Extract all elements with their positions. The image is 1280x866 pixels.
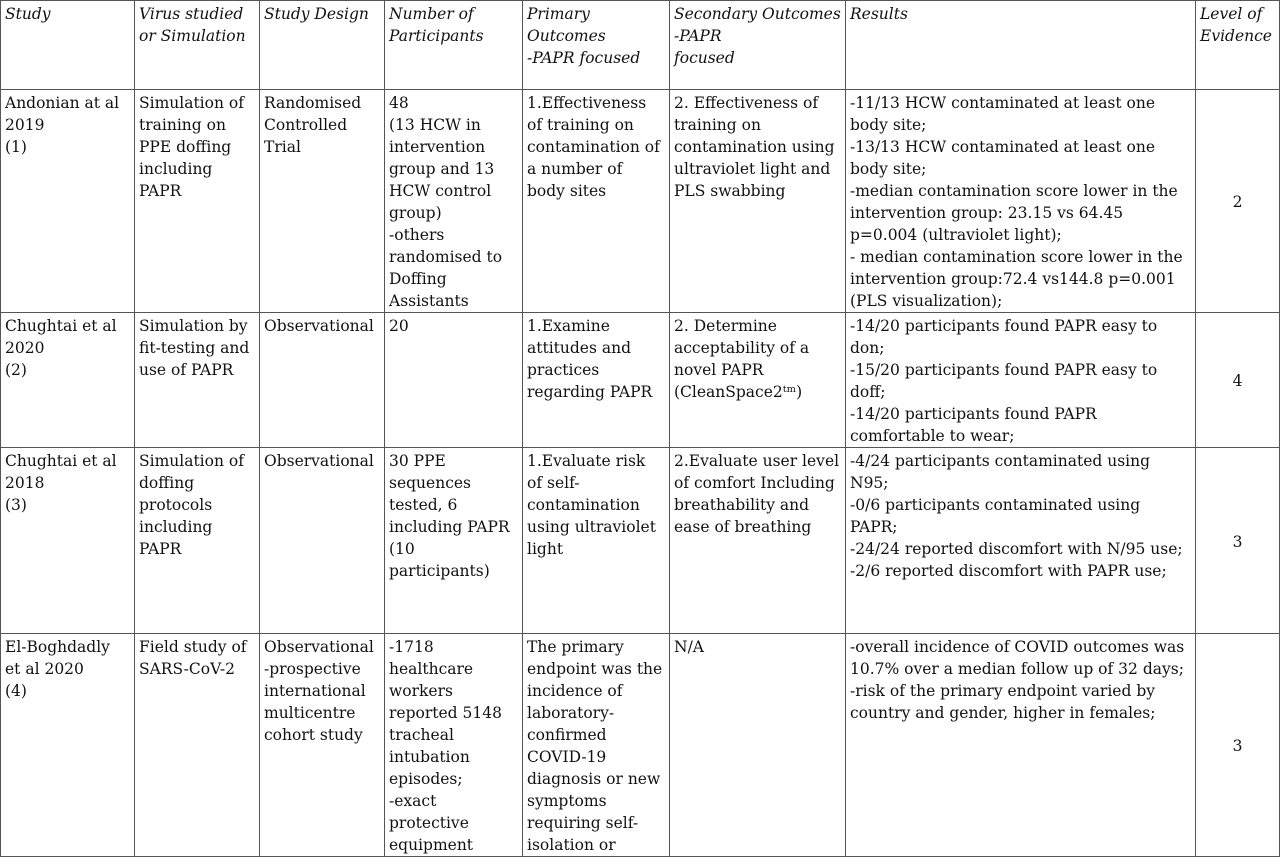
cell-design: Observational -prospective international multicentre cohort study: [260, 634, 385, 857]
cell-participants: -1718 healthcare workers reported 5148 tracheal intubation episodes; -exact protective equipment: [385, 634, 523, 857]
table-row: [1, 448, 1280, 634]
cell-level: 4: [1196, 313, 1280, 448]
cell-study: Chughtai et al 2018 (3): [1, 448, 135, 634]
cell-study: El-Boghdadly et al 2020 (4): [1, 634, 135, 857]
cell-results: -14/20 participants found PAPR easy to don; -15/20 participants found PAPR easy to doff; -14/20 participants found PAPR comfortable to wear;: [846, 313, 1196, 448]
cell-primary: 1.Evaluate risk of self-contamination using ultraviolet light: [523, 448, 670, 634]
cell-secondary: 2. Effectiveness of training on contamination using ultraviolet light and PLS swabbing: [670, 90, 846, 313]
table-row: [1, 313, 1280, 448]
cell-level: 3: [1196, 634, 1280, 857]
cell-primary: 1.Effectiveness of training on contamination of a number of body sites: [523, 90, 670, 313]
cell-results: -overall incidence of COVID outcomes was 10.7% over a median follow up of 32 days; -risk of the primary endpoint varied by country and gender, higher in females;: [846, 634, 1196, 857]
cell-design: Randomised Controlled Trial: [260, 90, 385, 313]
cell-participants: 20: [385, 313, 523, 448]
cell-level: 2: [1196, 90, 1280, 313]
header-study: Study: [1, 1, 135, 90]
header-design: Study Design: [260, 1, 385, 90]
table-row: [1, 90, 1280, 313]
header-primary-outcomes: Primary Outcomes -PAPR focused: [523, 1, 670, 90]
cell-study: Andonian at al 2019 (1): [1, 90, 135, 313]
cell-design: Observational: [260, 313, 385, 448]
cell-participants: 30 PPE sequences tested, 6 including PAPR (10 participants): [385, 448, 523, 634]
cell-virus: Simulation by fit-testing and use of PAPR: [135, 313, 260, 448]
header-secondary-outcomes: Secondary Outcomes -PAPR focused: [670, 1, 846, 90]
cell-results: -4/24 participants contaminated using N95; -0/6 participants contaminated using PAPR; -24/24 reported discomfort with N/95 use; -2/6 reported discomfort with PAPR use;: [846, 448, 1196, 634]
cell-participants: 48 (13 HCW in intervention group and 13 HCW control group) -others randomised to Doffing Assistants: [385, 90, 523, 313]
cell-virus: Simulation of doffing protocols including PAPR: [135, 448, 260, 634]
cell-virus: Field study of SARS-CoV-2: [135, 634, 260, 857]
cell-design: Observational: [260, 448, 385, 634]
cell-study: Chughtai et al 2020 (2): [1, 313, 135, 448]
header-results: Results: [846, 1, 1196, 90]
table-row: [1, 634, 1280, 857]
header-level-of-evidence: Level of Evidence: [1196, 1, 1280, 90]
cell-secondary: 2.Evaluate user level of comfort Including breathability and ease of breathing: [670, 448, 846, 634]
header-row: [1, 1, 1280, 90]
header-participants: Number of Participants: [385, 1, 523, 90]
cell-virus: Simulation of training on PPE doffing including PAPR: [135, 90, 260, 313]
header-virus: Virus studied or Simulation: [135, 1, 260, 90]
cell-secondary: N/A: [670, 634, 846, 857]
cell-secondary: 2. Determine acceptability of a novel PAPR (CleanSpace2ᵗᵐ): [670, 313, 846, 448]
cell-level: 3: [1196, 448, 1280, 634]
cell-primary: The primary endpoint was the incidence of laboratory-confirmed COVID-19 diagnosis or new symptoms requiring self-isolation or: [523, 634, 670, 857]
cell-results: -11/13 HCW contaminated at least one body site; -13/13 HCW contaminated at least one body site; -median contamination score lower in the intervention group: 23.15 vs 64.45 p=0.004 (ultraviolet light); - median contamination score lower in the intervention group:72.4 vs144.8 p=0.001 (PLS visualization);: [846, 90, 1196, 313]
cell-primary: 1.Examine attitudes and practices regarding PAPR: [523, 313, 670, 448]
